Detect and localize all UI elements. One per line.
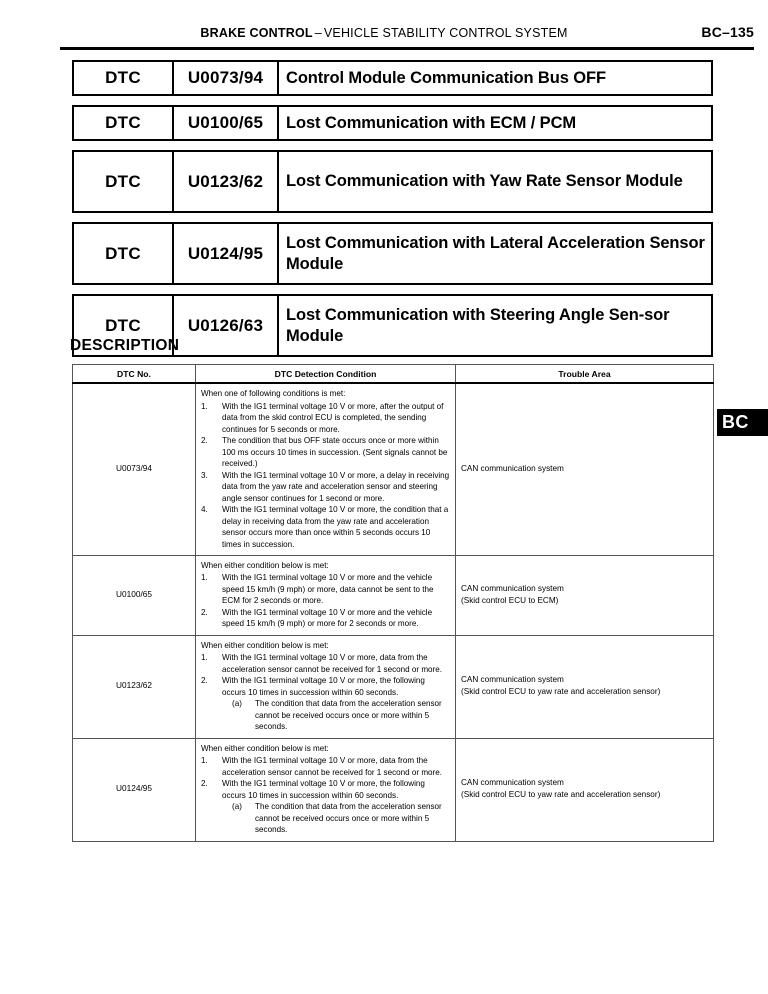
condition-item-text: With the IG1 terminal voltage 10 V or more and the vehicle speed 15 km/h (9 mph) or more, data cannot be sent to the ECM for 2 seconds or more. <box>222 573 434 606</box>
dtc-code: U0126/63 <box>174 296 279 355</box>
table-row <box>73 635 714 738</box>
table-row <box>73 738 714 841</box>
header-section-name: BRAKE CONTROL <box>200 26 313 40</box>
dtc-title-box <box>72 150 713 213</box>
trouble-area-line: CAN communication system <box>461 777 564 787</box>
condition-intro: When either condition below is met: <box>201 640 329 650</box>
cell-trouble-area <box>456 383 714 555</box>
condition-item-marker: 2. <box>201 676 208 686</box>
condition-item-marker: 1. <box>201 573 208 583</box>
cell-detection-condition <box>196 738 456 841</box>
trouble-area-line: (Skid control ECU to ECM) <box>461 595 559 605</box>
cell-dtc-no: U0124/95 <box>73 738 196 841</box>
table-header-row <box>73 365 714 384</box>
condition-item-text: The condition that bus OFF state occurs once or more within 100 ms occurs 10 times in succession. (Sent signals cannot be received.) <box>222 436 448 469</box>
condition-item-marker: 2. <box>201 607 208 617</box>
column-header-dtc-no: DTC No. <box>73 365 196 384</box>
condition-item-marker: 3. <box>201 470 208 480</box>
condition-item-text: With the IG1 terminal voltage 10 V or more, the following occurs 10 times in succession within 60 seconds. <box>222 779 425 800</box>
condition-item-marker: 1. <box>201 653 208 663</box>
dtc-label: DTC <box>74 152 174 211</box>
condition-sub-item-text: The condition that data from the acceleration sensor cannot be received occurs once or more within 5 seconds. <box>255 802 442 835</box>
dtc-code: U0073/94 <box>174 62 279 94</box>
dtc-label: DTC <box>74 62 174 94</box>
cell-trouble-area <box>456 555 714 635</box>
page-header-title <box>0 26 768 40</box>
dtc-detection-table <box>72 364 714 842</box>
table-body <box>73 383 714 841</box>
condition-item <box>201 572 450 606</box>
cell-trouble-area <box>456 635 714 738</box>
condition-item-marker: 2. <box>201 779 208 789</box>
page-number: BC–135 <box>701 24 754 40</box>
dtc-description: Lost Communication with Steering Angle Sen-sor Module <box>286 306 670 345</box>
condition-item <box>201 435 450 469</box>
column-header-trouble-area: Trouble Area <box>456 365 714 384</box>
condition-item-text: With the IG1 terminal voltage 10 V or more, a delay in receiving data from the yaw rate and acceleration sensor and steering angle sensor continues for 1 second or more. <box>222 470 450 503</box>
condition-item-text: With the IG1 terminal voltage 10 V or more and the vehicle speed 15 km/h (9 mph) or more for 2 seconds or more. <box>222 607 433 629</box>
cell-trouble-area <box>456 738 714 841</box>
header-subsection-name: VEHICLE STABILITY CONTROL SYSTEM <box>323 26 568 40</box>
condition-list <box>201 401 450 550</box>
dtc-title-box-list <box>72 60 713 366</box>
condition-item-marker: 2. <box>201 436 208 446</box>
condition-item <box>201 504 450 550</box>
condition-item <box>201 755 450 778</box>
condition-sub-item-marker: (a) <box>232 802 242 812</box>
trouble-area-line: (Skid control ECU to yaw rate and acceleration sensor) <box>461 687 661 697</box>
condition-item-text: With the IG1 terminal voltage 10 V or more, the condition that a delay in receiving data from the yaw rate and acceleration sensor occurs more than once within 5 seconds occurs 10 times in succession. <box>222 505 449 549</box>
dtc-label: DTC <box>74 107 174 139</box>
condition-sub-item <box>232 801 450 835</box>
table-row <box>73 383 714 555</box>
condition-sub-item <box>232 698 450 732</box>
dtc-label: DTC <box>74 224 174 283</box>
table-row <box>73 555 714 635</box>
condition-intro: When either condition below is met: <box>201 560 329 570</box>
condition-list <box>201 755 450 835</box>
condition-item-marker: 1. <box>201 401 208 411</box>
condition-item-text: With the IG1 terminal voltage 10 V or more, data from the acceleration sensor cannot be received for 1 second or more. <box>222 756 443 777</box>
trouble-area-line: CAN communication system <box>461 675 564 685</box>
condition-item <box>201 401 450 435</box>
cell-dtc-no: U0073/94 <box>73 383 196 555</box>
dtc-title-box <box>72 105 713 141</box>
condition-sub-list <box>222 801 450 835</box>
trouble-area-line: (Skid control ECU to yaw rate and acceleration sensor) <box>461 790 661 800</box>
trouble-area-line: CAN communication system <box>461 463 564 473</box>
cell-dtc-no: U0123/62 <box>73 635 196 738</box>
dtc-description: Lost Communication with ECM / PCM <box>286 113 577 132</box>
cell-detection-condition <box>196 635 456 738</box>
condition-list <box>201 652 450 732</box>
condition-item-marker: 4. <box>201 505 208 515</box>
condition-intro: When either condition below is met: <box>201 743 329 753</box>
condition-item-text: With the IG1 terminal voltage 10 V or more, data from the acceleration sensor cannot be received for 1 second or more. <box>222 653 443 674</box>
section-side-tab: BC <box>717 409 768 436</box>
column-header-detection-condition: DTC Detection Condition <box>196 365 456 384</box>
dtc-label: DTC <box>74 296 174 355</box>
condition-intro: When one of following conditions is met: <box>201 389 346 399</box>
header-separator-dash: – <box>314 26 322 40</box>
condition-sub-item-text: The condition that data from the acceleration sensor cannot be received occurs once or more within 5 seconds. <box>255 699 442 732</box>
condition-sub-item-marker: (a) <box>232 699 242 709</box>
header-divider-rule <box>60 47 754 50</box>
description-heading: DESCRIPTION <box>70 337 180 354</box>
condition-item <box>201 470 450 504</box>
condition-item <box>201 607 450 630</box>
dtc-title-box <box>72 222 713 285</box>
dtc-description: Lost Communication with Yaw Rate Sensor Module <box>286 172 683 191</box>
cell-detection-condition <box>196 555 456 635</box>
dtc-title-box <box>72 60 713 96</box>
page-header <box>0 26 768 54</box>
condition-item <box>201 675 450 732</box>
dtc-code: U0124/95 <box>174 224 279 283</box>
condition-list <box>201 572 450 629</box>
dtc-code: U0100/65 <box>174 107 279 139</box>
dtc-description: Control Module Communication Bus OFF <box>286 68 606 87</box>
condition-item-text: With the IG1 terminal voltage 10 V or more, after the output of data from the skid control ECU is completed, the sending continues for 5 seconds or more. <box>222 401 444 434</box>
cell-detection-condition <box>196 383 456 555</box>
trouble-area-line: CAN communication system <box>461 583 564 593</box>
condition-item-marker: 1. <box>201 756 208 766</box>
cell-dtc-no: U0100/65 <box>73 555 196 635</box>
dtc-description: Lost Communication with Lateral Acceleration Sensor Module <box>286 234 705 273</box>
condition-item <box>201 652 450 675</box>
condition-sub-list <box>222 698 450 732</box>
dtc-code: U0123/62 <box>174 152 279 211</box>
condition-item-text: With the IG1 terminal voltage 10 V or more, the following occurs 10 times in succession within 60 seconds. <box>222 676 425 697</box>
condition-item <box>201 778 450 835</box>
